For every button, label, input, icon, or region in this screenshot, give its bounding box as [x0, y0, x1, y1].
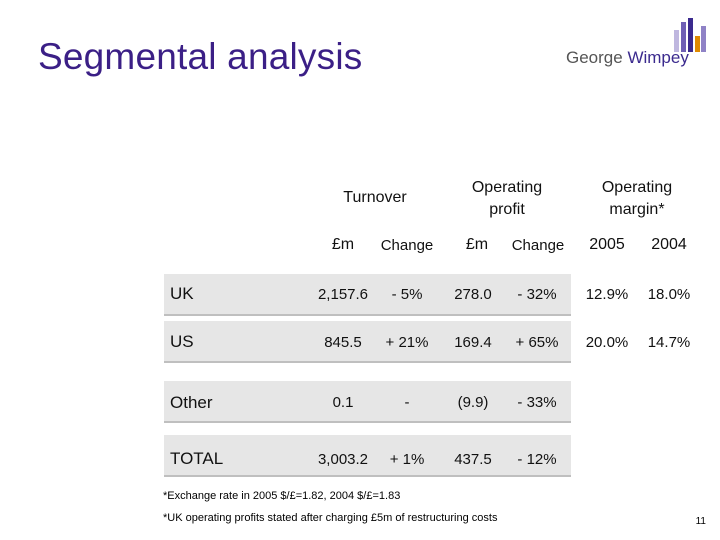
uk-margin-2004: 18.0% — [647, 286, 691, 303]
us-turnover-change: + 21% — [385, 334, 429, 351]
page-title: Segmental analysis — [38, 36, 363, 77]
logo-bars-icon — [674, 18, 706, 52]
logo-wordmark — [566, 48, 689, 68]
company-logo — [566, 18, 706, 70]
row-label-uk: UK — [170, 284, 194, 303]
header-operating-profit: Operating profit — [471, 179, 543, 218]
us-profit-change: + 65% — [515, 334, 559, 351]
footnote-uk-profit: *UK operating profits stated after charging £5m of restructuring costs — [163, 512, 498, 524]
logo-bar-4 — [695, 36, 700, 52]
other-profit: (9.9) — [457, 394, 489, 411]
subheader-profit-gbp: £m — [465, 236, 489, 253]
subheader-profit-change: Change — [511, 237, 565, 254]
uk-profit-change: - 32% — [517, 286, 557, 303]
us-margin-2004: 14.7% — [647, 334, 691, 351]
row-label-us: US — [170, 332, 194, 351]
subheader-turnover-gbp: £m — [331, 236, 355, 253]
other-turnover: 0.1 — [332, 394, 354, 411]
header-turnover: Turnover — [343, 189, 407, 206]
subheader-turnover-change: Change — [380, 237, 434, 254]
subheader-margin-2004: 2004 — [651, 236, 687, 253]
us-turnover: 845.5 — [324, 334, 362, 351]
total-profit-change: - 12% — [517, 451, 557, 468]
logo-text-wimpey: Wimpey — [627, 48, 689, 67]
uk-turnover-change: - 5% — [391, 286, 423, 303]
row-label-other: Other — [170, 393, 213, 412]
header-operating-margin: Operating margin* — [601, 179, 673, 218]
uk-margin-2005: 12.9% — [585, 286, 629, 303]
uk-turnover: 2,157.6 — [317, 286, 369, 303]
logo-bar-3 — [688, 18, 693, 52]
other-turnover-change: - — [404, 394, 410, 411]
total-turnover: 3,003.2 — [317, 451, 369, 468]
total-turnover-change: + 1% — [389, 451, 425, 468]
us-margin-2005: 20.0% — [585, 334, 629, 351]
footnote-exchange-rate: *Exchange rate in 2005 $/£=1.82, 2004 $/£=1.83 — [163, 490, 401, 502]
total-profit: 437.5 — [454, 451, 492, 468]
subheader-margin-2005: 2005 — [589, 236, 625, 253]
other-profit-change: - 33% — [517, 394, 557, 411]
uk-profit: 278.0 — [454, 286, 492, 303]
us-profit: 169.4 — [454, 334, 492, 351]
page-number: 11 — [695, 516, 706, 527]
logo-bar-5 — [701, 26, 706, 52]
logo-text-george: George — [566, 48, 628, 67]
row-label-total: TOTAL — [170, 449, 224, 468]
